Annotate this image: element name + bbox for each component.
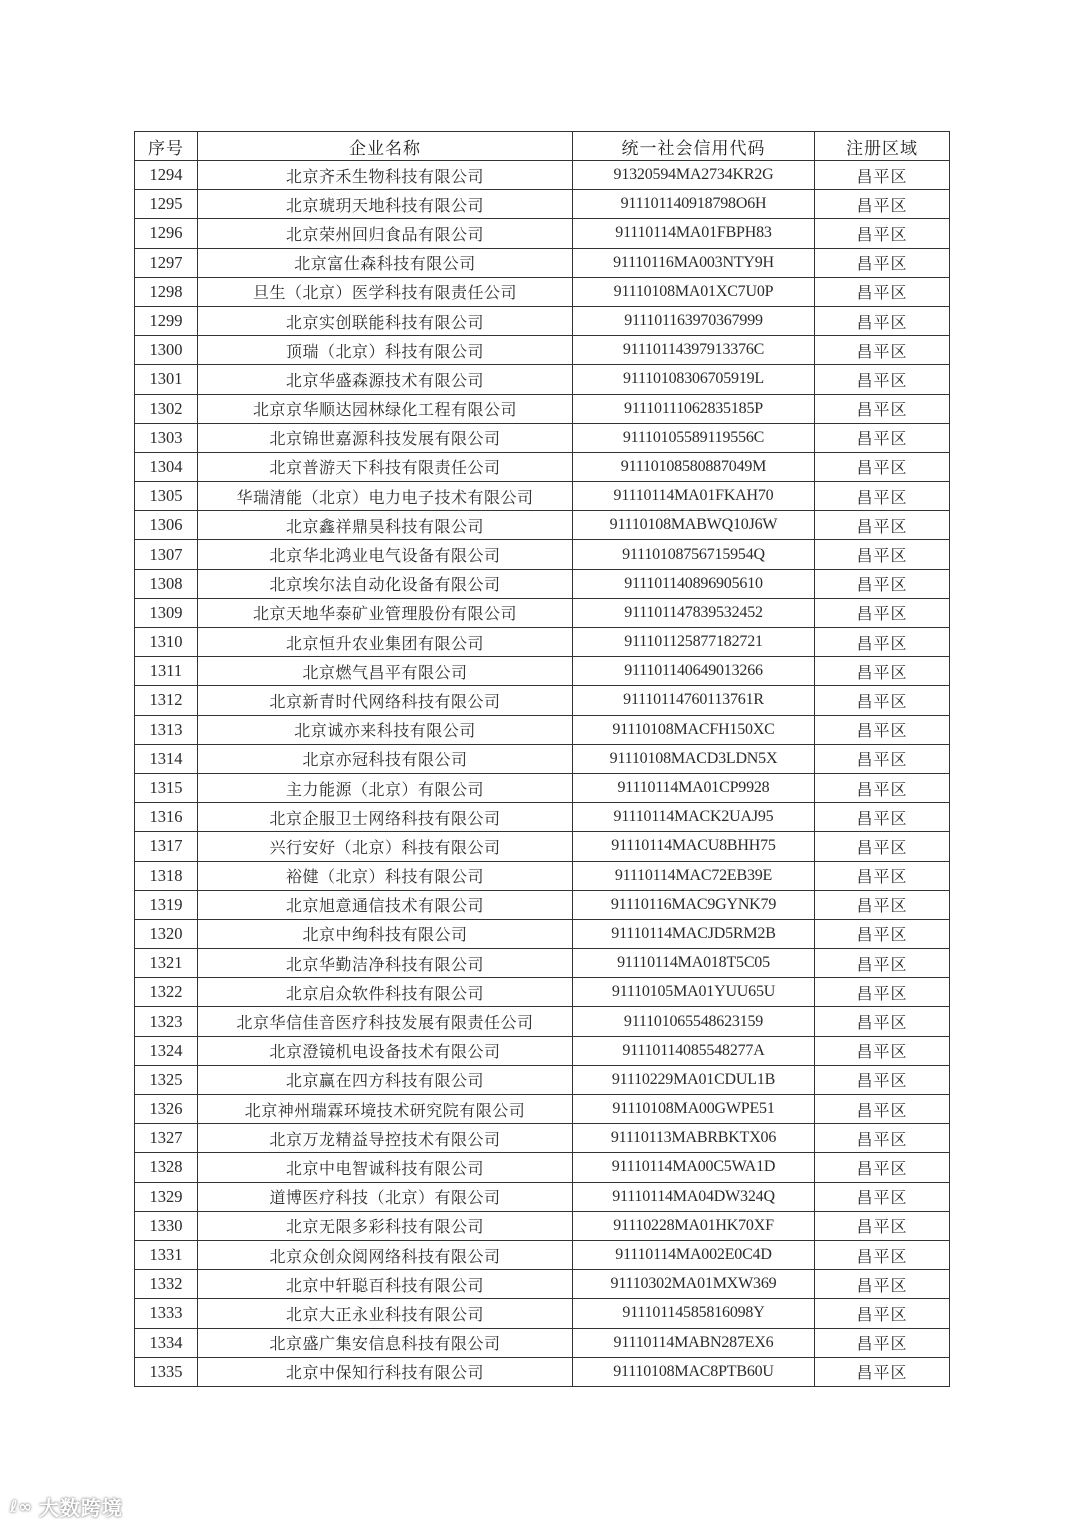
cell-company-name: 北京普游天下科技有限责任公司 [198, 452, 573, 481]
cell-company-name: 主力能源（北京）有限公司 [198, 773, 573, 802]
cell-credit-code: 911101065548623159 [573, 1007, 815, 1036]
cell-company-name: 北京诚亦来科技有限公司 [198, 715, 573, 744]
company-table [134, 131, 950, 1387]
cell-serial-number: 1312 [135, 686, 198, 715]
cell-company-name: 北京启众软件科技有限公司 [198, 978, 573, 1007]
cell-registration-area: 昌平区 [815, 1240, 950, 1269]
cell-credit-code: 91110114MA01CP9928 [573, 773, 815, 802]
table-row [135, 277, 950, 306]
cell-credit-code: 91110114MA018T5C05 [573, 949, 815, 978]
header-registration-area: 注册区域 [815, 132, 950, 161]
cell-registration-area: 昌平区 [815, 978, 950, 1007]
cell-company-name: 裕健（北京）科技有限公司 [198, 861, 573, 890]
cell-serial-number: 1324 [135, 1036, 198, 1065]
cell-serial-number: 1314 [135, 744, 198, 773]
cell-company-name: 北京中绚科技有限公司 [198, 919, 573, 948]
table-row [135, 744, 950, 773]
cell-registration-area: 昌平区 [815, 1357, 950, 1386]
table-row [135, 1182, 950, 1211]
cell-credit-code: 91110116MA003NTY9H [573, 248, 815, 277]
cell-company-name: 华瑞清能（北京）电力电子技术有限公司 [198, 482, 573, 511]
cell-serial-number: 1322 [135, 978, 198, 1007]
header-serial-number: 序号 [135, 132, 198, 161]
cell-registration-area: 昌平区 [815, 569, 950, 598]
cell-serial-number: 1323 [135, 1007, 198, 1036]
cell-serial-number: 1296 [135, 219, 198, 248]
cell-company-name: 北京神州瑞霖环境技术研究院有限公司 [198, 1095, 573, 1124]
cell-registration-area: 昌平区 [815, 1299, 950, 1328]
cell-serial-number: 1320 [135, 919, 198, 948]
cell-serial-number: 1329 [135, 1182, 198, 1211]
table-header-row [135, 132, 950, 161]
cell-serial-number: 1327 [135, 1124, 198, 1153]
cell-registration-area: 昌平区 [815, 306, 950, 335]
cell-serial-number: 1319 [135, 890, 198, 919]
cell-serial-number: 1294 [135, 161, 198, 190]
cell-credit-code: 911101163970367999 [573, 306, 815, 335]
cell-registration-area: 昌平区 [815, 1153, 950, 1182]
cell-serial-number: 1331 [135, 1240, 198, 1269]
cell-registration-area: 昌平区 [815, 598, 950, 627]
table-row [135, 1328, 950, 1357]
cell-company-name: 北京鑫祥鼎昊科技有限公司 [198, 511, 573, 540]
cell-credit-code: 911101125877182721 [573, 628, 815, 657]
cell-registration-area: 昌平区 [815, 832, 950, 861]
cell-credit-code: 91110108MABWQ10J6W [573, 511, 815, 540]
cell-registration-area: 昌平区 [815, 628, 950, 657]
cell-company-name: 北京旭意通信技术有限公司 [198, 890, 573, 919]
cell-company-name: 北京众创众阅网络科技有限公司 [198, 1240, 573, 1269]
table-row [135, 890, 950, 919]
cell-registration-area: 昌平区 [815, 248, 950, 277]
cell-credit-code: 91110228MA01HK70XF [573, 1211, 815, 1240]
cell-company-name: 北京万龙精益导控技术有限公司 [198, 1124, 573, 1153]
cell-company-name: 北京华北鸿业电气设备有限公司 [198, 540, 573, 569]
table-row [135, 1124, 950, 1153]
cell-company-name: 北京中保知行科技有限公司 [198, 1357, 573, 1386]
cell-registration-area: 昌平区 [815, 686, 950, 715]
table-row [135, 949, 950, 978]
cell-credit-code: 91110114MACU8BHH75 [573, 832, 815, 861]
brand-logo-icon: ℓ∞ [10, 1497, 33, 1516]
table-row [135, 1357, 950, 1386]
cell-registration-area: 昌平区 [815, 511, 950, 540]
cell-serial-number: 1303 [135, 423, 198, 452]
table-row [135, 657, 950, 686]
cell-registration-area: 昌平区 [815, 394, 950, 423]
cell-serial-number: 1309 [135, 598, 198, 627]
cell-registration-area: 昌平区 [815, 1328, 950, 1357]
cell-registration-area: 昌平区 [815, 919, 950, 948]
cell-registration-area: 昌平区 [815, 861, 950, 890]
cell-company-name: 北京大正永业科技有限公司 [198, 1299, 573, 1328]
cell-company-name: 北京京华顺达园林绿化工程有限公司 [198, 394, 573, 423]
cell-company-name: 北京新青时代网络科技有限公司 [198, 686, 573, 715]
cell-serial-number: 1321 [135, 949, 198, 978]
cell-credit-code: 91110113MABRBKTX06 [573, 1124, 815, 1153]
cell-serial-number: 1301 [135, 365, 198, 394]
cell-serial-number: 1305 [135, 482, 198, 511]
cell-serial-number: 1297 [135, 248, 198, 277]
cell-serial-number: 1334 [135, 1328, 198, 1357]
cell-serial-number: 1298 [135, 277, 198, 306]
cell-serial-number: 1330 [135, 1211, 198, 1240]
cell-credit-code: 91110114MA01FKAH70 [573, 482, 815, 511]
table-row [135, 1065, 950, 1094]
cell-credit-code: 91110302MA01MXW369 [573, 1270, 815, 1299]
table-row [135, 540, 950, 569]
watermark-label: 大数跨境 [38, 1496, 123, 1520]
cell-serial-number: 1295 [135, 190, 198, 219]
cell-serial-number: 1325 [135, 1065, 198, 1094]
cell-company-name: 北京锦世嘉源科技发展有限公司 [198, 423, 573, 452]
cell-credit-code: 91110114MA01FBPH83 [573, 219, 815, 248]
cell-registration-area: 昌平区 [815, 803, 950, 832]
cell-credit-code: 91110114585816098Y [573, 1299, 815, 1328]
cell-registration-area: 昌平区 [815, 219, 950, 248]
table-row [135, 423, 950, 452]
table-row [135, 306, 950, 335]
cell-serial-number: 1332 [135, 1270, 198, 1299]
cell-serial-number: 1310 [135, 628, 198, 657]
cell-serial-number: 1318 [135, 861, 198, 890]
cell-credit-code: 91110114MA04DW324Q [573, 1182, 815, 1211]
cell-serial-number: 1299 [135, 306, 198, 335]
cell-company-name: 北京华勤洁净科技有限公司 [198, 949, 573, 978]
cell-company-name: 北京齐禾生物科技有限公司 [198, 161, 573, 190]
cell-credit-code: 91110105589119556C [573, 423, 815, 452]
cell-company-name: 北京燃气昌平有限公司 [198, 657, 573, 686]
cell-credit-code: 91110116MAC9GYNK79 [573, 890, 815, 919]
cell-company-name: 北京盛广集安信息科技有限公司 [198, 1328, 573, 1357]
table-row [135, 861, 950, 890]
cell-registration-area: 昌平区 [815, 365, 950, 394]
cell-credit-code: 91110108MAC8PTB60U [573, 1357, 815, 1386]
table-row [135, 569, 950, 598]
cell-company-name: 北京无限多彩科技有限公司 [198, 1211, 573, 1240]
cell-serial-number: 1317 [135, 832, 198, 861]
cell-serial-number: 1302 [135, 394, 198, 423]
table-row [135, 773, 950, 802]
cell-company-name: 顶瑞（北京）科技有限公司 [198, 336, 573, 365]
cell-credit-code: 91110114MABN287EX6 [573, 1328, 815, 1357]
cell-credit-code: 91110111062835185P [573, 394, 815, 423]
cell-registration-area: 昌平区 [815, 1270, 950, 1299]
cell-serial-number: 1333 [135, 1299, 198, 1328]
cell-registration-area: 昌平区 [815, 744, 950, 773]
watermark [10, 1492, 123, 1521]
cell-registration-area: 昌平区 [815, 1182, 950, 1211]
table-row [135, 628, 950, 657]
cell-registration-area: 昌平区 [815, 336, 950, 365]
cell-credit-code: 91110229MA01CDUL1B [573, 1065, 815, 1094]
cell-credit-code: 911101140649013266 [573, 657, 815, 686]
table-row [135, 394, 950, 423]
cell-serial-number: 1304 [135, 452, 198, 481]
cell-serial-number: 1306 [135, 511, 198, 540]
cell-company-name: 北京澄镜机电设备技术有限公司 [198, 1036, 573, 1065]
cell-credit-code: 91110114397913376C [573, 336, 815, 365]
cell-company-name: 北京埃尔法自动化设备有限公司 [198, 569, 573, 598]
cell-credit-code: 91110108MACFH150XC [573, 715, 815, 744]
cell-credit-code: 91110114MACJD5RM2B [573, 919, 815, 948]
table-row [135, 1153, 950, 1182]
cell-company-name: 北京富仕森科技有限公司 [198, 248, 573, 277]
cell-company-name: 北京企服卫士网络科技有限公司 [198, 803, 573, 832]
cell-credit-code: 91110108306705919L [573, 365, 815, 394]
cell-credit-code: 91110114085548277A [573, 1036, 815, 1065]
cell-credit-code: 911101140918798O6H [573, 190, 815, 219]
table-row [135, 336, 950, 365]
cell-company-name: 北京荣州回归食品有限公司 [198, 219, 573, 248]
cell-company-name: 北京赢在四方科技有限公司 [198, 1065, 573, 1094]
cell-registration-area: 昌平区 [815, 890, 950, 919]
table-row [135, 482, 950, 511]
table-body [135, 161, 950, 1387]
table-row [135, 1211, 950, 1240]
table-row [135, 1270, 950, 1299]
cell-company-name: 北京琥玥天地科技有限公司 [198, 190, 573, 219]
table-row [135, 686, 950, 715]
company-list-sheet [134, 131, 949, 1387]
table-row [135, 978, 950, 1007]
cell-registration-area: 昌平区 [815, 1095, 950, 1124]
cell-registration-area: 昌平区 [815, 1007, 950, 1036]
table-row [135, 511, 950, 540]
table-row [135, 219, 950, 248]
cell-serial-number: 1313 [135, 715, 198, 744]
cell-serial-number: 1300 [135, 336, 198, 365]
cell-credit-code: 91110108MA01XC7U0P [573, 277, 815, 306]
cell-registration-area: 昌平区 [815, 1124, 950, 1153]
table-row [135, 832, 950, 861]
cell-registration-area: 昌平区 [815, 540, 950, 569]
cell-registration-area: 昌平区 [815, 277, 950, 306]
cell-serial-number: 1315 [135, 773, 198, 802]
cell-credit-code: 91110114760113761R [573, 686, 815, 715]
table-row [135, 1299, 950, 1328]
cell-credit-code: 91110114MACK2UAJ95 [573, 803, 815, 832]
table-row [135, 598, 950, 627]
cell-serial-number: 1328 [135, 1153, 198, 1182]
table-row [135, 919, 950, 948]
cell-credit-code: 91320594MA2734KR2G [573, 161, 815, 190]
cell-company-name: 北京恒升农业集团有限公司 [198, 628, 573, 657]
cell-company-name: 旦生（北京）医学科技有限责任公司 [198, 277, 573, 306]
cell-credit-code: 911101140896905610 [573, 569, 815, 598]
table-row [135, 1036, 950, 1065]
cell-serial-number: 1335 [135, 1357, 198, 1386]
cell-company-name: 北京华信佳音医疗科技发展有限责任公司 [198, 1007, 573, 1036]
cell-credit-code: 91110114MA00C5WA1D [573, 1153, 815, 1182]
table-row [135, 365, 950, 394]
cell-credit-code: 91110108MA00GWPE51 [573, 1095, 815, 1124]
cell-registration-area: 昌平区 [815, 657, 950, 686]
cell-credit-code: 91110108756715954Q [573, 540, 815, 569]
table-row [135, 190, 950, 219]
cell-serial-number: 1326 [135, 1095, 198, 1124]
cell-company-name: 北京中电智诚科技有限公司 [198, 1153, 573, 1182]
table-row [135, 161, 950, 190]
cell-company-name: 北京亦冠科技有限公司 [198, 744, 573, 773]
cell-credit-code: 91110114MAC72EB39E [573, 861, 815, 890]
table-row [135, 803, 950, 832]
cell-credit-code: 91110108580887049M [573, 452, 815, 481]
table-row [135, 1007, 950, 1036]
cell-registration-area: 昌平区 [815, 1065, 950, 1094]
cell-registration-area: 昌平区 [815, 161, 950, 190]
cell-registration-area: 昌平区 [815, 773, 950, 802]
header-company-name: 企业名称 [198, 132, 573, 161]
table-row [135, 452, 950, 481]
cell-company-name: 兴行安好（北京）科技有限公司 [198, 832, 573, 861]
header-credit-code: 统一社会信用代码 [573, 132, 815, 161]
cell-registration-area: 昌平区 [815, 452, 950, 481]
cell-registration-area: 昌平区 [815, 1211, 950, 1240]
cell-registration-area: 昌平区 [815, 949, 950, 978]
cell-company-name: 北京天地华泰矿业管理股份有限公司 [198, 598, 573, 627]
cell-registration-area: 昌平区 [815, 190, 950, 219]
cell-company-name: 北京实创联能科技有限公司 [198, 306, 573, 335]
cell-credit-code: 911101147839532452 [573, 598, 815, 627]
cell-registration-area: 昌平区 [815, 482, 950, 511]
cell-serial-number: 1308 [135, 569, 198, 598]
cell-company-name: 北京华盛森源技术有限公司 [198, 365, 573, 394]
cell-serial-number: 1307 [135, 540, 198, 569]
cell-company-name: 北京中轩聪百科技有限公司 [198, 1270, 573, 1299]
table-row [135, 248, 950, 277]
table-row [135, 715, 950, 744]
cell-credit-code: 91110108MACD3LDN5X [573, 744, 815, 773]
cell-serial-number: 1316 [135, 803, 198, 832]
table-row [135, 1240, 950, 1269]
table-row [135, 1095, 950, 1124]
cell-serial-number: 1311 [135, 657, 198, 686]
cell-credit-code: 91110105MA01YUU65U [573, 978, 815, 1007]
cell-registration-area: 昌平区 [815, 423, 950, 452]
cell-registration-area: 昌平区 [815, 1036, 950, 1065]
cell-registration-area: 昌平区 [815, 715, 950, 744]
cell-credit-code: 91110114MA002E0C4D [573, 1240, 815, 1269]
cell-company-name: 道博医疗科技（北京）有限公司 [198, 1182, 573, 1211]
